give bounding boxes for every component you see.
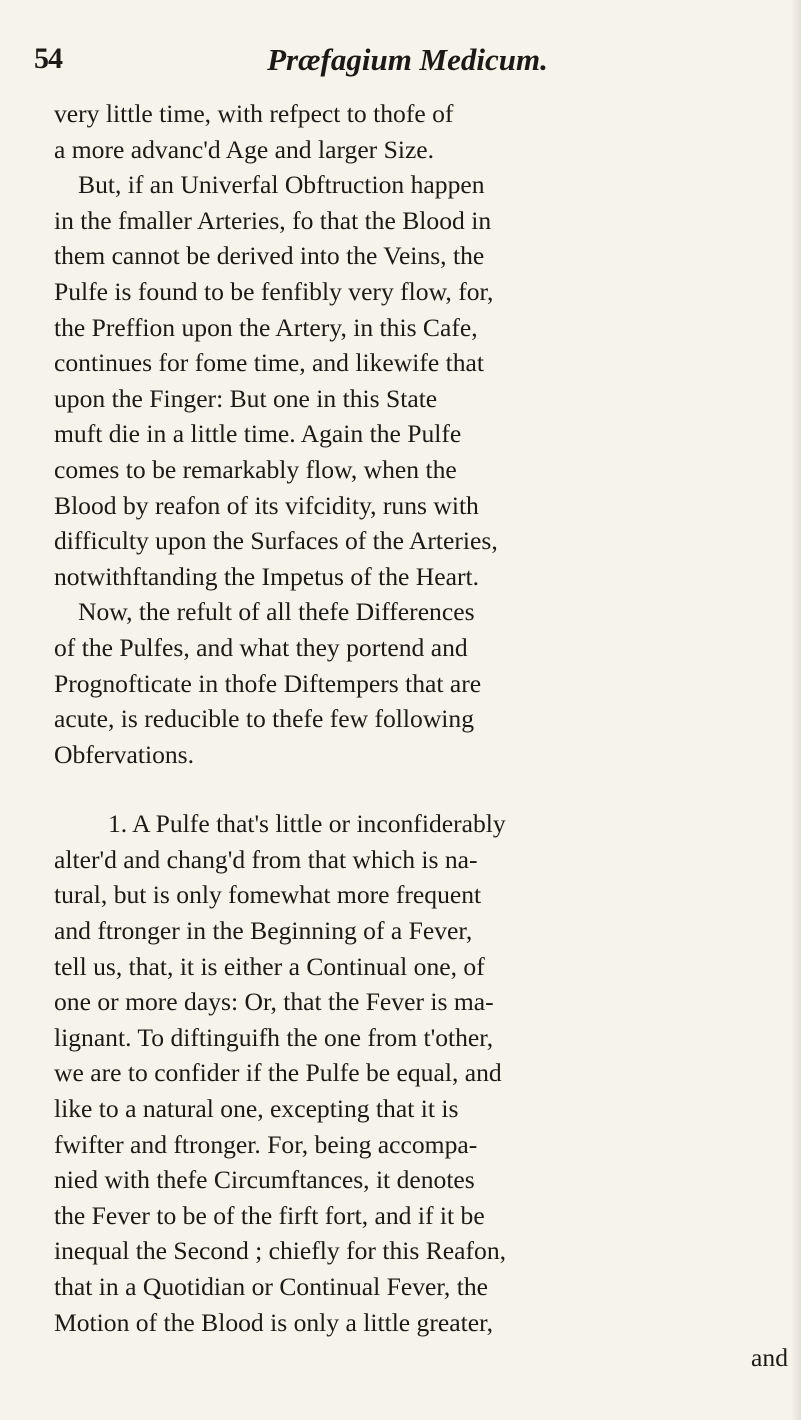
text-line: and xyxy=(751,1343,788,1373)
text-line: like to a natural one, excepting that it is xyxy=(54,1094,459,1124)
text-line: comes to be remarkably flow, when the xyxy=(54,454,457,484)
text-line: Pulfe is found to be fenfibly very flow, for, xyxy=(54,276,494,306)
text-line: the Fever to be of the firft fort, and if it be xyxy=(54,1200,485,1230)
text-line: inequal the Second ; chiefly for this Reafon, xyxy=(54,1236,507,1266)
text-line: them cannot be derived into the Veins, the xyxy=(54,241,485,271)
text-line: acute, is reducible to thefe few following xyxy=(54,704,475,734)
text-line: nied with thefe Circumftances, it denotes xyxy=(54,1165,475,1195)
text-line: muft die in a little time. Again the Pulfe xyxy=(54,419,462,449)
body-text xyxy=(54,96,794,1376)
text-line: notwithftanding the Impetus of the Heart. xyxy=(54,561,480,591)
text-line: upon the Finger: But one in this State xyxy=(54,383,438,413)
page-edge-shadow xyxy=(791,0,801,1420)
paragraph-gap xyxy=(54,772,794,806)
text-line: tell us, that, it is either a Continual one, of xyxy=(54,951,485,981)
text-line: But, if an Univerfal Obftruction happen xyxy=(78,170,485,200)
text-line: in the fmaller Arteries, fo that the Blood in xyxy=(54,205,492,235)
text-line: Blood by reafon of its vifcidity, runs with xyxy=(54,490,479,520)
text-line: that in a Quotidian or Continual Fever, the xyxy=(54,1272,488,1301)
text-line: lignant. To diftinguifh the one from t'other, xyxy=(54,1022,494,1052)
page-number: 54 xyxy=(34,42,62,75)
text-line: very little time, with refpect to thofe of xyxy=(54,99,454,128)
text-line: we are to confider if the Pulfe be equal, and xyxy=(54,1058,502,1088)
text-line: difficulty upon the Surfaces of the Arteries, xyxy=(54,526,498,556)
text-line: a more advanc'd Age and larger Size. xyxy=(54,134,435,164)
text-line: Obfervations. xyxy=(54,739,195,769)
text-line: of the Pulfes, and what they portend and xyxy=(54,632,468,662)
text-line: 1. A Pulfe that's little or inconfiderably xyxy=(108,809,506,839)
text-line: Motion of the Blood is only a little greater, xyxy=(54,1307,493,1337)
text-line: alter'd and chang'd from that which is na- xyxy=(54,844,478,874)
text-line: one or more days: Or, that the Fever is ma- xyxy=(54,987,494,1017)
running-title: Præfagium Medicum. xyxy=(267,42,548,77)
text-line: tural, but is only fomewhat more frequent xyxy=(54,880,482,910)
page-header xyxy=(34,42,741,86)
text-line: fwifter and ftronger. For, being accompa- xyxy=(54,1129,478,1159)
text-line: Now, the refult of all thefe Differences xyxy=(78,597,475,627)
text-line: Prognofticate in thofe Diftempers that are xyxy=(54,668,482,698)
text-line: and ftronger in the Beginning of a Fever, xyxy=(54,916,473,946)
text-line: continues for fome time, and likewife that xyxy=(54,348,484,378)
text-line: the Preffion upon the Artery, in this Cafe, xyxy=(54,312,478,342)
